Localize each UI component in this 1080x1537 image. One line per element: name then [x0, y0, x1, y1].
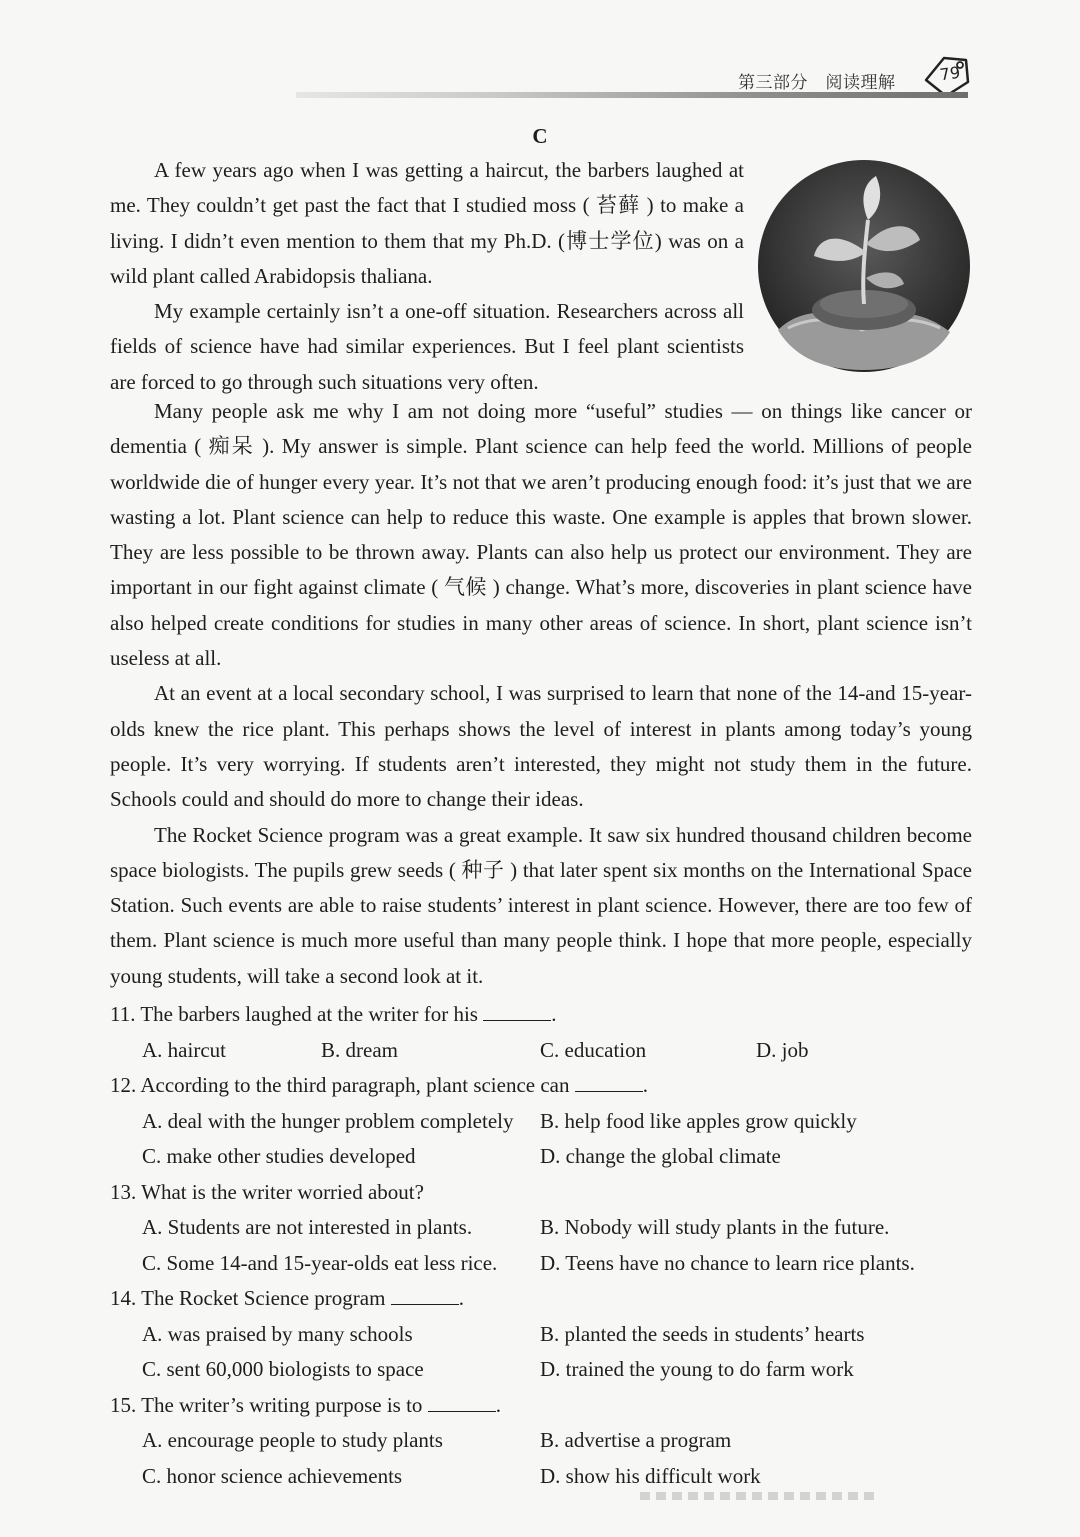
- page-number: 79: [938, 62, 961, 85]
- options-14-row1: [110, 1317, 972, 1353]
- option-d[interactable]: D. change the global climate: [540, 1144, 781, 1168]
- option-a[interactable]: A. haircut: [142, 1037, 226, 1062]
- question-text: 13. What is the writer worried about?: [110, 1179, 424, 1204]
- option-d[interactable]: D. trained the young to do farm work: [540, 1357, 854, 1381]
- question-end: .: [642, 1073, 648, 1097]
- question-end: .: [495, 1392, 501, 1417]
- option-c[interactable]: C. Some 14-and 15-year-olds eat less rice.: [142, 1250, 498, 1275]
- passage-label: C: [532, 124, 548, 148]
- answer-blank: [428, 1391, 496, 1412]
- question-text: 14. The Rocket Science program: [110, 1286, 386, 1310]
- question-text: 15. The writer’s writing purpose is to: [110, 1392, 423, 1417]
- question-13: [110, 1175, 972, 1211]
- question-text: 12. According to the third paragraph, plant science can: [110, 1073, 570, 1097]
- paragraph-1: A few years ago when I was getting a haircut, the barbers laughed at me. They couldn’t get past the fact that I studied moss ( 苔藓 ) to make a living. I didn’t even mention to them that my Ph.D. (博士学位) was on a wild plant called Arabidopsis thaliana.: [110, 158, 744, 288]
- passage-top: [110, 153, 744, 400]
- options-13-row2: [110, 1246, 972, 1282]
- option-a[interactable]: A. was praised by many schools: [142, 1321, 413, 1346]
- section-heading: 第三部分 阅读理解: [738, 72, 896, 93]
- option-a[interactable]: A. deal with the hunger problem completely: [142, 1108, 514, 1133]
- question-15: [110, 1388, 972, 1424]
- options-15-row2: [110, 1459, 972, 1495]
- questions-section: [110, 997, 972, 1494]
- question-11: [110, 997, 972, 1033]
- question-12: [110, 1068, 972, 1104]
- option-c[interactable]: C. honor science achievements: [142, 1463, 403, 1488]
- paragraph-5: The Rocket Science program was a great example. It saw six hundred thousand children become space biologists. The pupils grew seeds ( 种子 ) that later spent six months on the International Space Station. Such events are able to raise students’ interest in plant science. However, there are too few of them. Plant science is much more useful than many people think. I hope that more people, especially young students, will take a second look at it.: [110, 822, 972, 988]
- seedling-in-hands-photo: [758, 160, 970, 372]
- paragraph-4: At an event at a local secondary school, I was surprised to learn that none of the 14-and 15-year-olds knew the rice plant. This perhaps shows the level of interest in plants among today’s young people. It’s very worrying. If students aren’t interested, they might not study them in the future. Schools could and should do more to change their ideas.: [110, 681, 972, 812]
- option-d[interactable]: D. Teens have no chance to learn rice plants.: [540, 1250, 915, 1275]
- option-b[interactable]: B. help food like apples grow quickly: [540, 1108, 857, 1133]
- footer-cropped-text: [640, 1492, 880, 1500]
- option-d[interactable]: D. job: [756, 1037, 809, 1062]
- answer-blank: [575, 1071, 643, 1092]
- options-11: [110, 1033, 972, 1069]
- options-12-row2: [110, 1139, 972, 1175]
- options-12-row1: [110, 1104, 972, 1140]
- option-a[interactable]: A. encourage people to study plants: [142, 1428, 443, 1452]
- paragraph-3: Many people ask me why I am not doing more “useful” studies — on things like cancer or dementia ( 痴呆 ). My answer is simple. Plant science can help feed the world. Millions of people worldwide die of hunger every year. It’s not that we aren’t producing enough food: it’s just that we are wasting a lot. Plant science can help to reduce this waste. One example is apples that brown slower. They are less possible to be thrown away. Plants can also help us protect our environment. They are important in our fight against climate ( 气候 ) change. What’s more, discoveries in plant science have also helped create conditions for studies in many other areas of science. In short, plant science isn’t useless at all.: [110, 399, 972, 671]
- header-divider: [296, 92, 968, 98]
- option-b[interactable]: B. advertise a program: [540, 1428, 732, 1452]
- option-b[interactable]: B. Nobody will study plants in the future.: [540, 1215, 890, 1239]
- option-c[interactable]: C. education: [540, 1037, 647, 1062]
- question-14: [110, 1281, 972, 1317]
- question-end: .: [458, 1286, 464, 1310]
- paragraph-2: My example certainly isn’t a one-off situation. Researchers across all fields of science have had similar experiences. But I feel plant scientists are forced to go through such situations very often.: [110, 299, 744, 394]
- options-15-row1: [110, 1423, 972, 1459]
- option-b[interactable]: B. planted the seeds in students’ hearts: [540, 1321, 865, 1346]
- options-14-row2: [110, 1352, 972, 1388]
- passage-body: [110, 394, 972, 994]
- question-end: .: [551, 1002, 557, 1026]
- question-text: 11. The barbers laughed at the writer for his: [110, 1002, 478, 1026]
- answer-blank: [483, 1000, 551, 1021]
- option-d[interactable]: D. show his difficult work: [540, 1463, 761, 1488]
- answer-blank: [391, 1284, 459, 1305]
- option-c[interactable]: C. make other studies developed: [142, 1144, 416, 1168]
- option-a[interactable]: A. Students are not interested in plants.: [142, 1215, 473, 1239]
- options-13-row1: [110, 1210, 972, 1246]
- option-c[interactable]: C. sent 60,000 biologists to space: [142, 1357, 424, 1381]
- option-b[interactable]: B. dream: [321, 1037, 398, 1062]
